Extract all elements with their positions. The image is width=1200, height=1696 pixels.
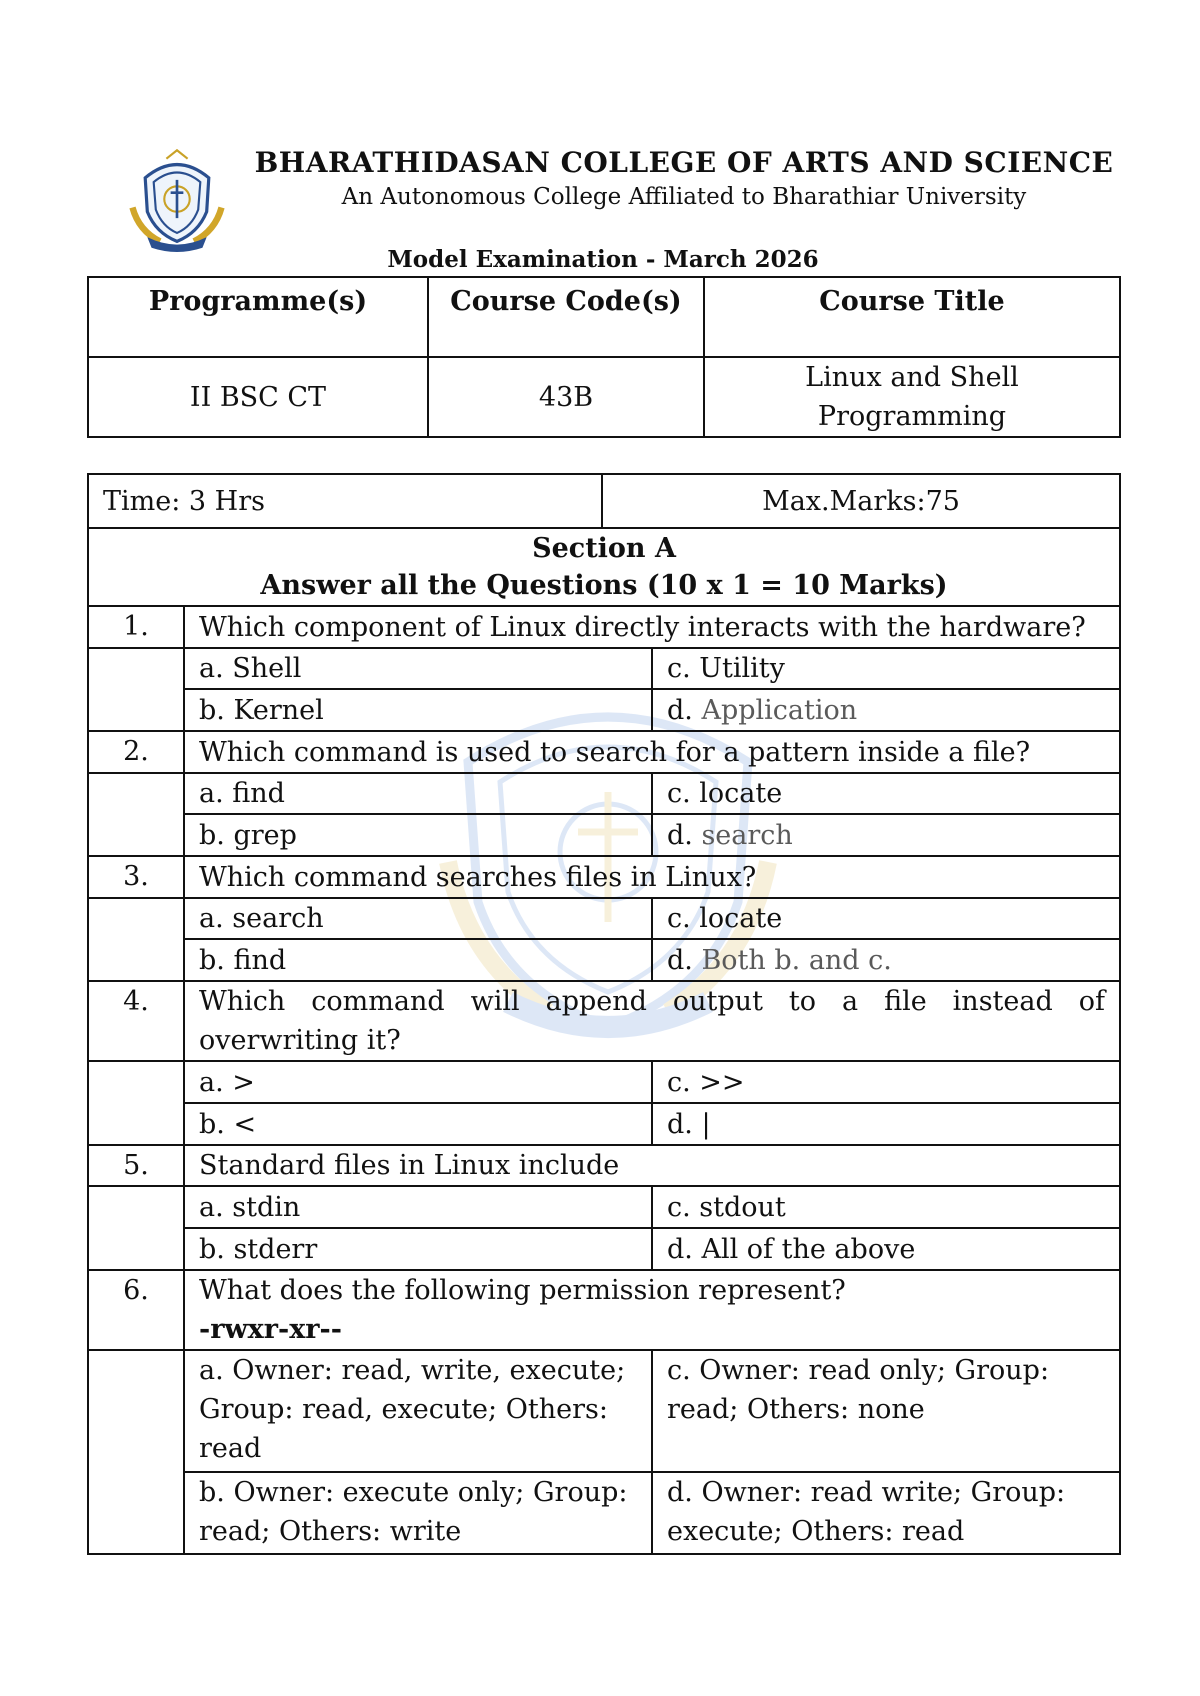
question-number: 2. [88,731,184,773]
option-row [88,1228,1120,1270]
option-row [88,773,1120,814]
option-row [88,939,1120,981]
programme-value: II BSC CT [88,357,428,437]
course-table-value-row [88,357,1120,437]
option-row [88,814,1120,856]
question-row [88,731,1120,773]
course-code-header: Course Code(s) [428,277,704,357]
option-a: a. stdin [184,1186,652,1228]
option-row [88,1061,1120,1103]
question-text: Which command searches files in Linux? [184,856,1120,898]
question-row [88,1145,1120,1186]
question-number: 3. [88,856,184,898]
option-prefix: d. [667,819,702,851]
option-b: b. Owner: execute only; Group: read; Others: write [184,1472,652,1554]
option-prefix: d. [667,944,702,976]
option-c: c. locate [652,773,1120,814]
course-title-line1: Linux and Shell [805,362,1019,393]
option-b: b. Kernel [184,689,652,731]
option-c: c. >> [652,1061,1120,1103]
option-a: a. Owner: read, write, execute; Group: read, execute; Others: read [184,1350,652,1472]
course-title-value [704,357,1120,437]
question-text-cell [184,1270,1120,1350]
option-d: d. All of the above [652,1228,1120,1270]
question-row [88,981,1120,1061]
permission-code: -rwxr-xr-- [199,1314,342,1345]
programme-header: Programme(s) [88,277,428,357]
option-d-text: search [701,819,793,851]
option-b: b. find [184,939,652,981]
question-row [88,1270,1120,1350]
question-text: Which command is used to search for a pattern inside a file? [184,731,1120,773]
option-row [88,1186,1120,1228]
college-subtitle: An Autonomous College Affiliated to Bharathiar University [341,184,1027,210]
option-c: c. stdout [652,1186,1120,1228]
section-title: Section A [532,533,676,564]
exam-title: Model Examination - March 2026 [387,246,819,273]
max-marks-label: Max.Marks:75 [602,474,1120,528]
college-crest-icon [124,146,230,252]
question-text: Which component of Linux directly interacts with the hardware? [184,606,1120,648]
course-table [87,276,1121,438]
section-header-row [88,528,1120,606]
question-text: Standard files in Linux include [184,1145,1120,1186]
question-number: 5. [88,1145,184,1186]
option-row [88,1103,1120,1145]
option-c: c. Owner: read only; Group: read; Others: none [652,1350,1120,1472]
option-a: a. > [184,1061,652,1103]
option-row [88,1350,1120,1472]
time-label: Time: 3 Hrs [88,474,602,528]
section-instruction: Answer all the Questions (10 x 1 = 10 Marks) [260,570,948,601]
college-name: BHARATHIDASAN COLLEGE OF ARTS AND SCIENCE [254,146,1114,179]
option-d: d. Owner: read write; Group: execute; Others: read [652,1472,1120,1554]
course-code-value: 43B [428,357,704,437]
course-table-header-row [88,277,1120,357]
option-d: d. | [652,1103,1120,1145]
exam-info-table [87,473,1121,529]
section-a-table [87,527,1121,1555]
question-row [88,606,1120,648]
option-c: c. locate [652,898,1120,939]
question-number: 1. [88,606,184,648]
question-text: What does the following permission represent? [199,1275,846,1306]
question-number: 6. [88,1270,184,1350]
option-b: b. stderr [184,1228,652,1270]
option-row [88,648,1120,689]
course-title-header: Course Title [704,277,1120,357]
option-d-text: Both b. and c. [701,944,892,976]
option-row [88,1472,1120,1554]
course-title-line2: Programming [817,401,1007,432]
option-prefix: d. [667,694,702,726]
option-d-text: Application [701,694,858,726]
option-b: b. grep [184,814,652,856]
question-text: Which command will append output to a file instead of overwriting it? [184,981,1120,1061]
option-a: a. search [184,898,652,939]
question-number: 4. [88,981,184,1061]
option-d [652,814,1120,856]
option-row [88,898,1120,939]
option-d [652,689,1120,731]
option-row [88,689,1120,731]
option-a: a. Shell [184,648,652,689]
question-row [88,856,1120,898]
option-d [652,939,1120,981]
option-a: a. find [184,773,652,814]
option-c: c. Utility [652,648,1120,689]
option-b: b. < [184,1103,652,1145]
